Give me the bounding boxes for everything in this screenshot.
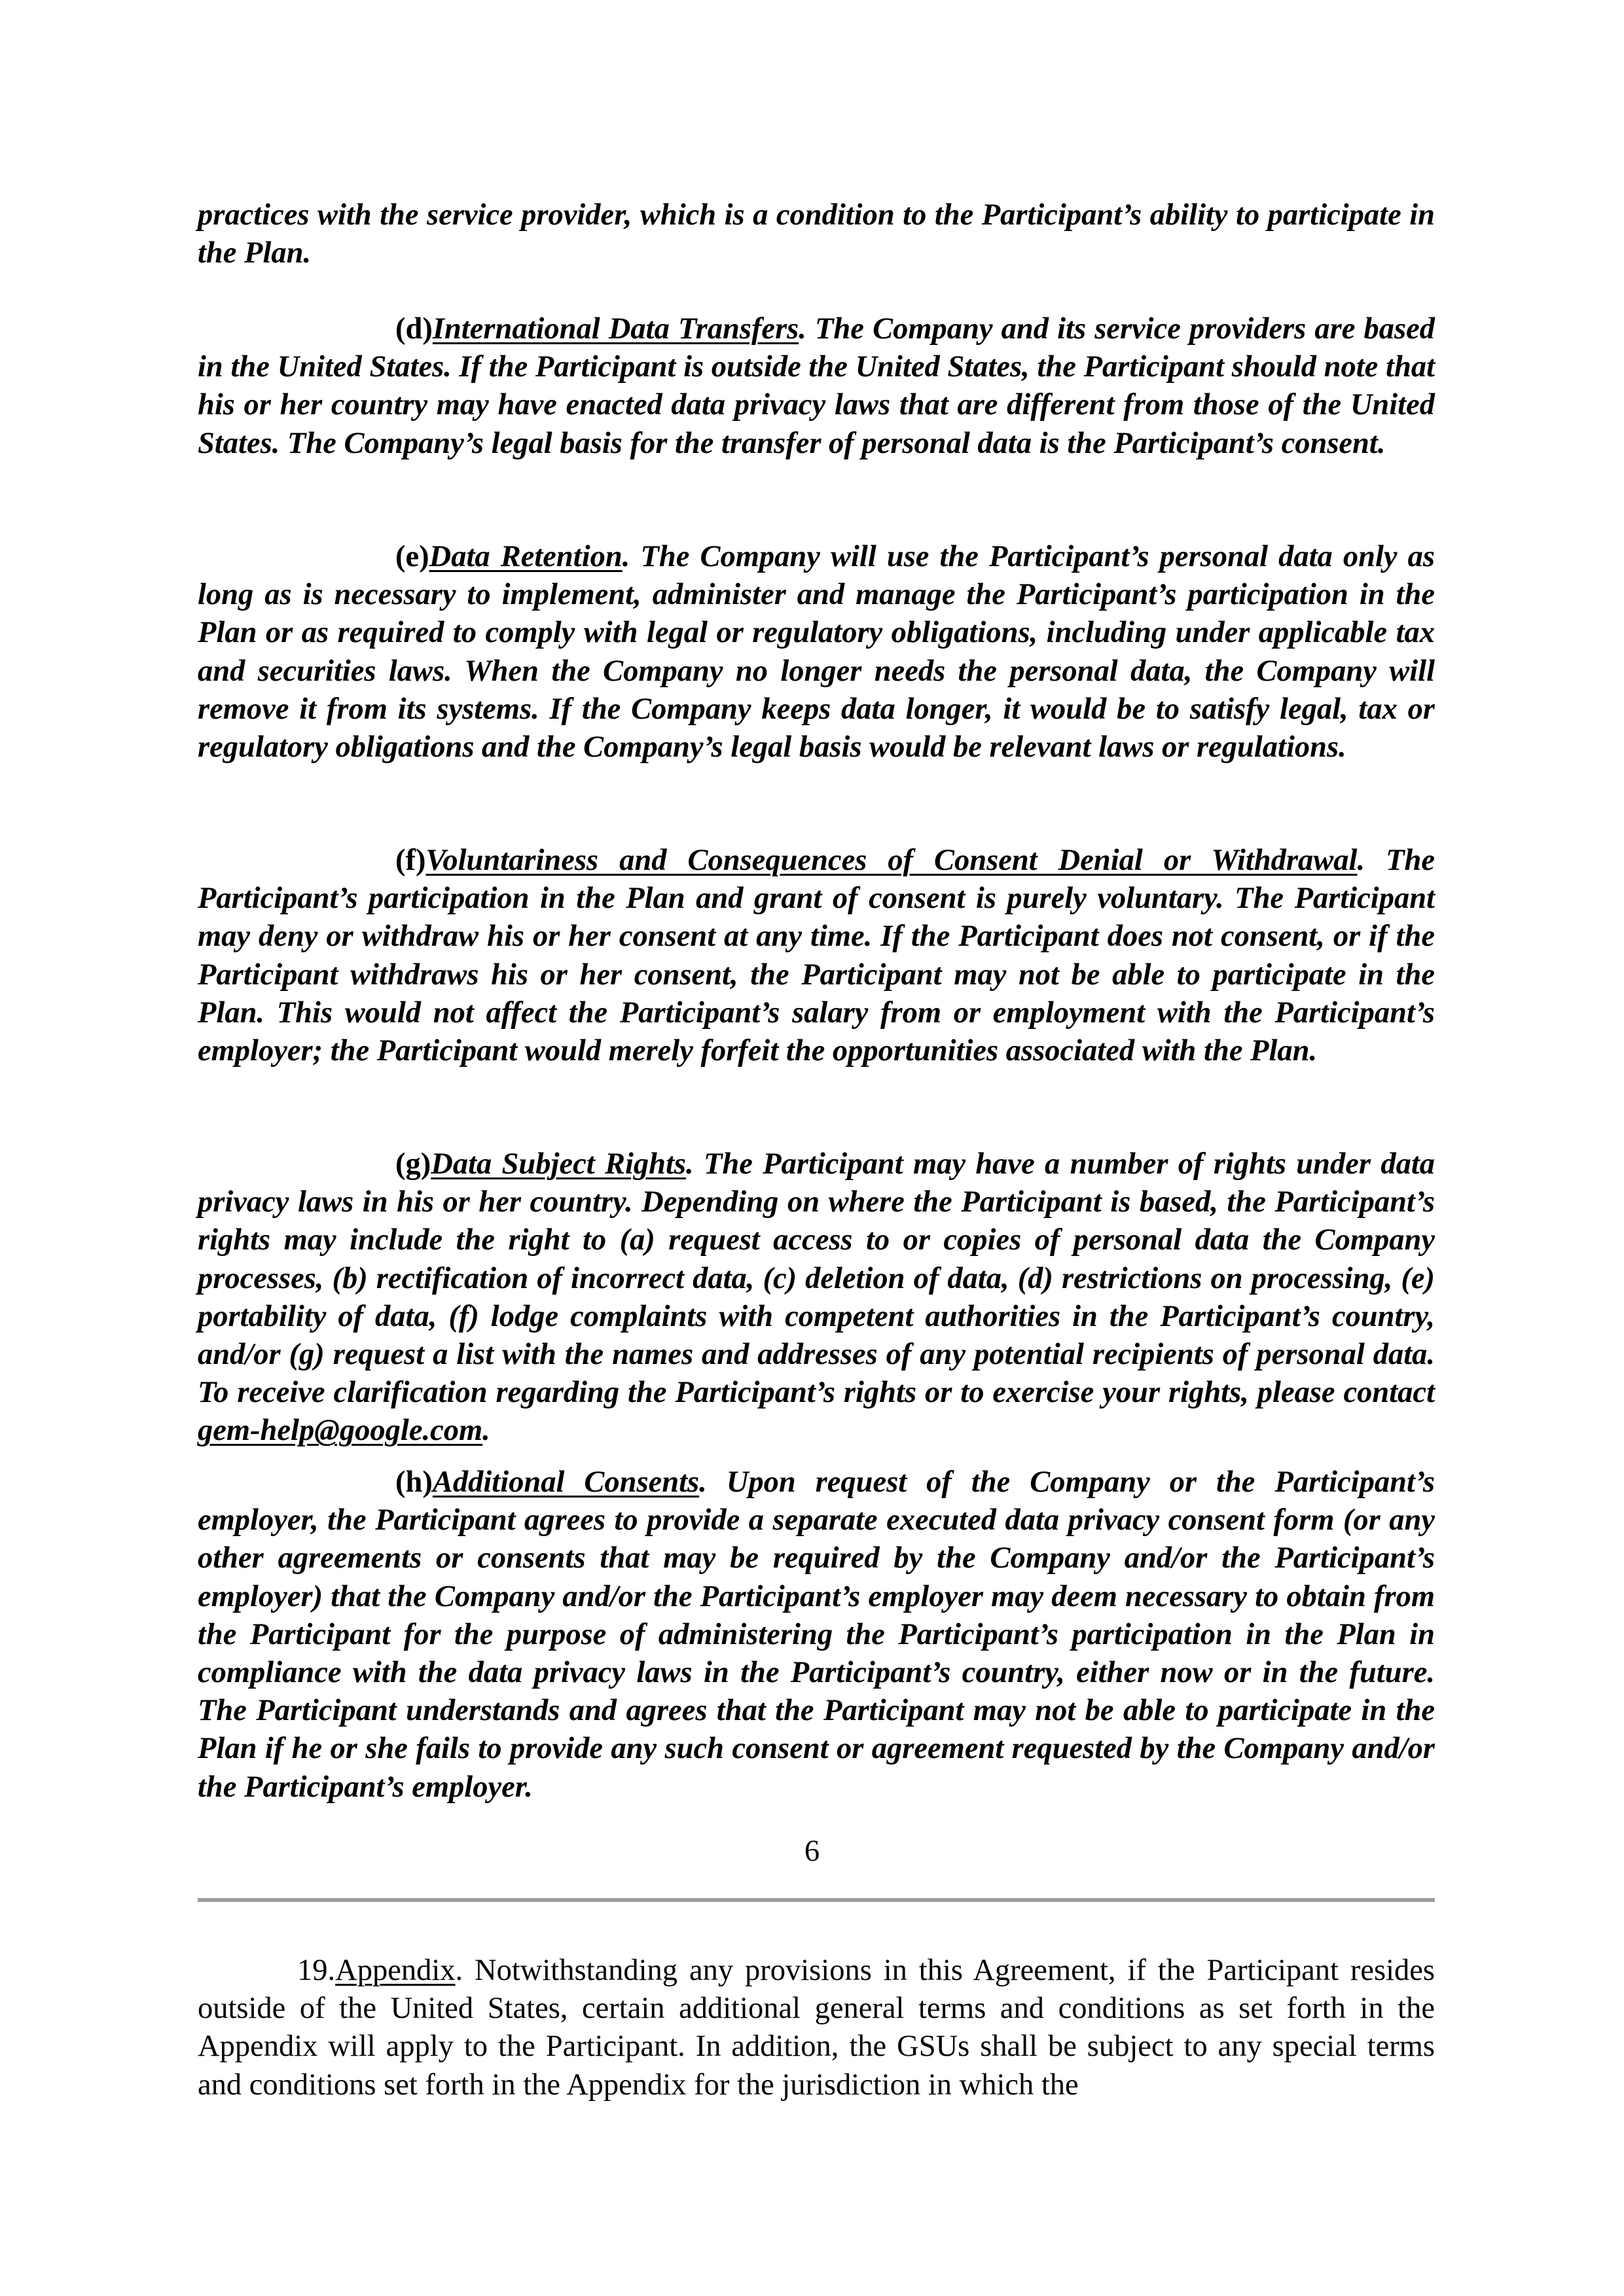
next-page-paragraph [198,1952,1435,2104]
section-h-paragraph [198,1463,1435,1806]
section-d-paragraph [198,310,1435,463]
page-number: 6 [804,1835,820,1868]
section-f-body: . The Participant’s participation in the Plan and grant of consent is purely voluntary. The Participant may deny or withdraw his or her consent at any time. If the Participant does not consent, or if the Participant withdraws his or her consent, the Participant may not be able to participate in the Plan. This would not affect the Participant’s salary from or employment with the Participant’s employer; the Participant would merely forfeit the opportunities associated with the Plan. [198,844,1435,1068]
section-h-heading: Additional Consents [432,1465,700,1499]
next-page-number: 19. [297,1954,336,1987]
section-g-tail: . [482,1414,490,1448]
continuation-paragraph [198,196,1435,272]
continuation-text: practices with the service provider, which is a condition to the Participant’s ability to participate in the Plan. [198,198,1435,270]
section-e-body: . The Company will use the Participant’s personal data only as long as is necessary to implement, administer and manage the Participant’s participation in the Plan or as required to comply with legal or regulatory obligations, including under applicable tax and securities laws. When the Company no longer needs the personal data, the Company will remove it from its systems. If the Company keeps data longer, it would be to satisfy legal, tax or regulatory obligations and the Company’s legal basis would be relevant laws or regulations. [198,540,1435,764]
next-page-body: . Notwithstanding any provisions in this Agreement, if the Participant resides outside of the United States, certain additional general terms and conditions as set forth in the Appendix will apply to the Participant. In addition, the GSUs shall be subject to any special terms and conditions set forth in the Appendix for the jurisdiction in which the [198,1954,1435,2102]
section-g-paragraph [198,1145,1435,1450]
section-h-body: . Upon request of the Company or the Participant’s employer, the Participant agrees to provide a separate executed data privacy consent form (or any other agreements or consents that may be required by the Company and/or the Participant’s employer) that the Company and/or the Participant’s employer may deem necessary to obtain from the Participant for the purpose of administering the Participant’s participation in the Plan in compliance with the data privacy laws in the Participant’s country, either now or in the future. The Participant understands and agrees that the Participant may not be able to participate in the Plan if he or she fails to provide any such consent or agreement requested by the Company and/or the Participant’s employer. [198,1465,1435,1804]
section-g-label: (g) [395,1147,431,1181]
section-g-body: . The Participant may have a number of rights under data privacy laws in his or her country. Depending on where the Participant is based, the Participant’s rights may include the right to (a) request access to or copies of personal data the Company processes, (b) rectification of incorrect data, (c) deletion of data, (d) restrictions on processing, (e) portability of data, (f) lodge complaints with competent authorities in the Participant’s country, and/or (g) request a list with the names and addresses of any potential recipients of personal data. To receive clarification regarding the Participant’s rights or to exercise your rights, please contact [198,1147,1435,1410]
section-d-label: (d) [395,312,433,346]
section-f-paragraph [198,842,1435,1070]
page-divider [198,1898,1435,1902]
email-link[interactable]: gem-help@google.com [198,1414,483,1448]
section-f-label: (f) [395,844,426,877]
next-page-heading: Appendix [335,1954,456,1987]
section-e-label: (e) [395,540,429,573]
section-d-heading: International Data Transfers [432,312,799,346]
section-d-body: . The Company and its service providers are based in the United States. If the Participant is outside the United States, the Participant should note that his or her country may have enacted data privacy laws that are different from those of the United States. The Company’s legal basis for the transfer of personal data is the Participant’s consent. [198,312,1435,460]
section-f-heading: Voluntariness and Consequences of Consent Denial or Withdrawal [425,844,1358,877]
section-g-heading: Data Subject Rights [431,1147,687,1181]
section-e-paragraph [198,538,1435,766]
section-e-heading: Data Retention [429,540,623,573]
section-h-label: (h) [395,1465,433,1499]
